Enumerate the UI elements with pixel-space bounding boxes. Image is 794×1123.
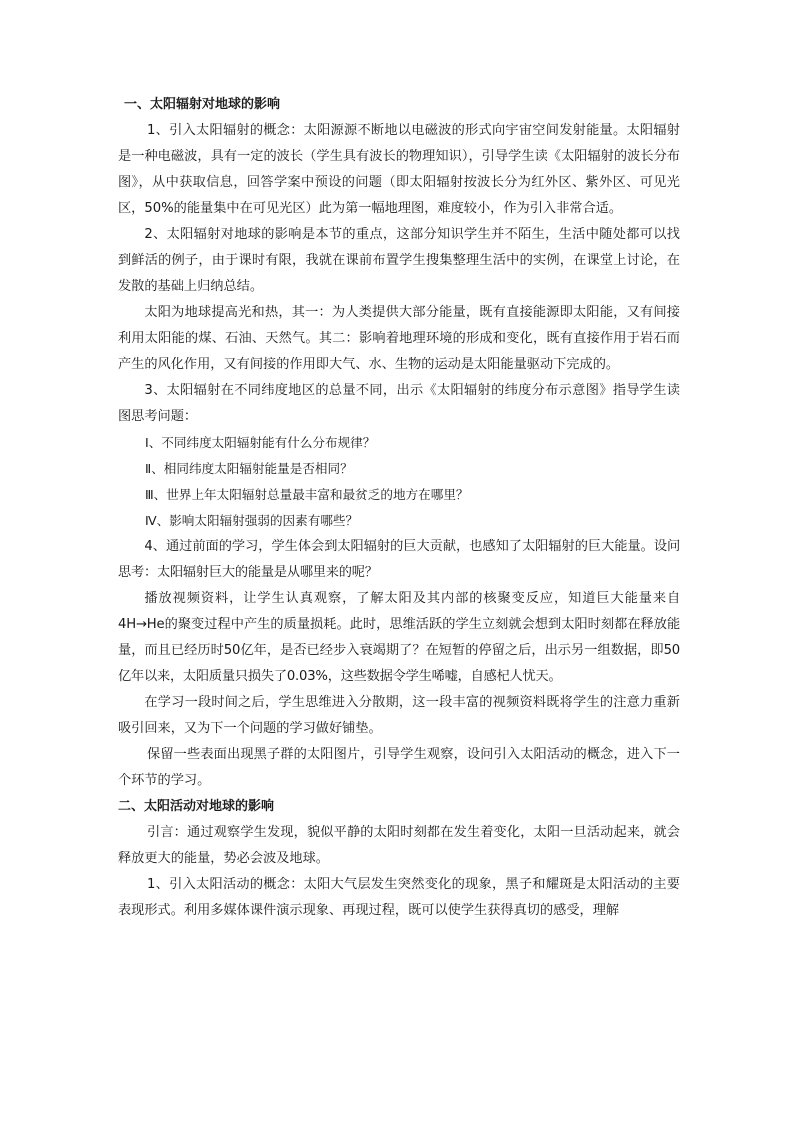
question-4: Ⅳ、影响太阳辐射强弱的因素有哪些？ [145,513,359,528]
section-2-paragraph-1: 引言：通过观察学生发现，貌似平静的太阳时刻都在发生着变化，太阳一旦活动起来，就会释放更大的能量，势必会波及地球。 [118,825,680,866]
section-1-paragraph-2: 2、太阳辐射对地球的影响是本节的重点，这部分知识学生并不陌生，生活中随处都可以找到鲜活的例子，由于课时有限，我就在课前布置学生搜集整理生活中的实例，在课堂上讨论，在发散的基础上归纳总结。 [118,227,680,294]
section-1-heading: 一、太阳辐射对地球的影响 [124,97,281,112]
question-2: Ⅱ、相同纬度太阳辐射能量是否相同？ [145,461,353,476]
section-1-paragraph-3: 太阳为地球提高光和热，其一：为人类提供大部分能量，既有直接能源即太阳能，又有间接利用太阳能的煤、石油、天然气。其二：影响着地理环境的形成和变化，既有直接作用于岩石而产生的风化作用，又有间接的作用即大气、水、生物的运动是太阳能量驱动下完成的。 [118,305,680,372]
section-1-paragraph-6: 播放视频资料，让学生认真观察，了解太阳及其内部的核聚变反应，知道巨大能量来自4H→He的聚变过程中产生的质量损耗。此时，思维活跃的学生立刻就会想到太阳时刻都在释放能量，而且已经历时50亿年，是否已经步入衰竭期了？在短暂的停留之后，出示另一组数据，即50亿年以来，太阳质量只损失了0.03%，这些数据令学生唏嘘，自感杞人忧天。 [118,591,680,684]
section-1-paragraph-5: 4、通过前面的学习，学生体会到太阳辐射的巨大贡献，也感知了太阳辐射的巨大能量。设问思考：太阳辐射巨大的能量是从哪里来的呢？ [118,539,680,580]
section-2-heading: 二、太阳活动对地球的影响 [118,799,275,814]
document-page [118,92,680,924]
section-1-paragraph-8: 保留一些表面出现黑子群的太阳图片，引导学生观察，设问引入太阳活动的概念，进入下一个环节的学习。 [118,747,680,788]
section-1-paragraph-4: 3、太阳辐射在不同纬度地区的总量不同，出示《太阳辐射的纬度分布示意图》指导学生读图思考问题： [118,383,680,424]
question-1: Ⅰ、不同纬度太阳辐射能有什么分布规律？ [145,435,376,450]
question-3: Ⅲ、世界上年太阳辐射总量最丰富和最贫乏的地方在哪里？ [145,487,469,502]
section-1-paragraph-1: 1、引入太阳辐射的概念：太阳源源不断地以电磁波的形式向宇宙空间发射能量。太阳辐射是一种电磁波，具有一定的波长（学生具有波长的物理知识），引导学生读《太阳辐射的波长分布图》，从中获取信息，回答学案中预设的问题（即太阳辐射按波长分为红外区、紫外区、可见光区，50%的能量集中在可见光区）此为第一幅地理图，难度较小，作为引入非常合适。 [118,123,680,216]
section-1-paragraph-7: 在学习一段时间之后，学生思维进入分散期，这一段丰富的视频资料既将学生的注意力重新吸引回来，又为下一个问题的学习做好铺垫。 [118,695,680,736]
section-2-paragraph-2: 1、引入太阳活动的概念：太阳大气层发生突然变化的现象，黑子和耀斑是太阳活动的主要表现形式。利用多媒体课件演示现象、再现过程，既可以使学生获得真切的感受，理解 [118,877,680,918]
